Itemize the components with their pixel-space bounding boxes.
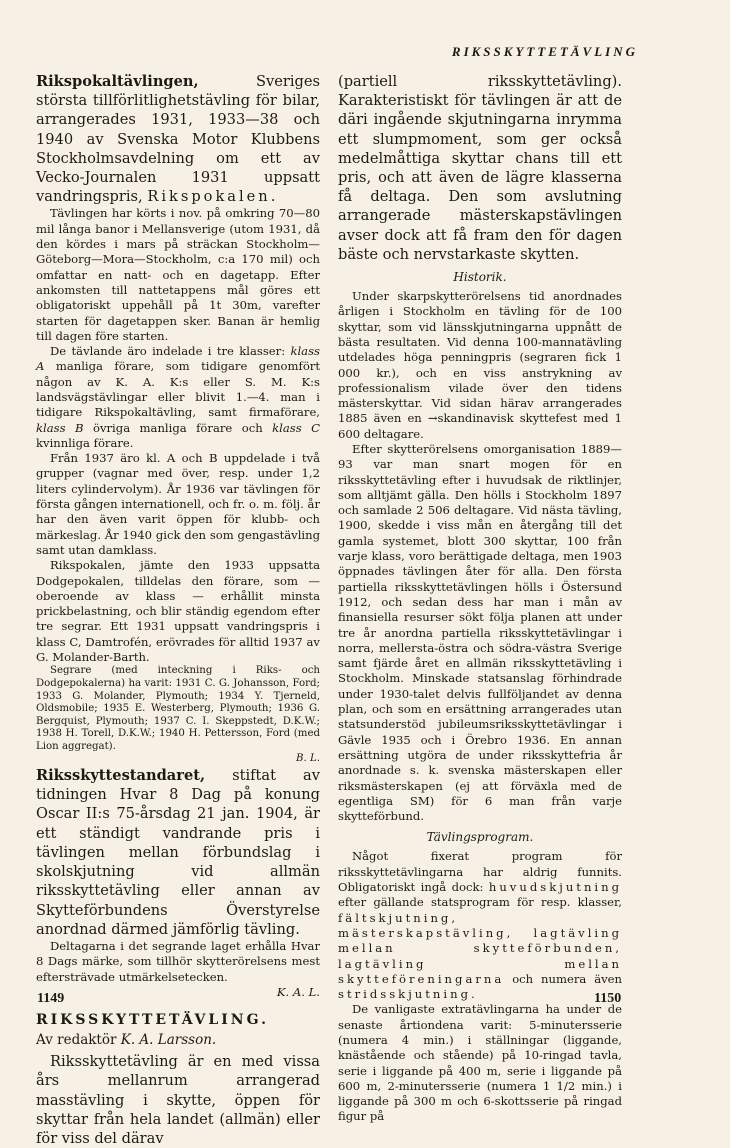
left-column — [36, 72, 320, 1148]
paragraph-classes: De tävlande äro indelade i tre klasser: klass A manliga förare, som tidigare genomfört någon av K. A. K:s eller S. M. K:s landsvägstävlingar eller blivit 1.—4. man i tidigare Rikspokaltävling, samt firmaförare, klass B övriga manliga förare och klass C kvinnliga förare. — [36, 344, 321, 450]
paragraph: Deltagarna i det segrande laget erhålla Hvar 8 Dags märke, som tillhör skytterörelsens mest eftersträvade utmärkelsetecken. K. A. L. — [36, 938, 320, 999]
page-number-left: 1149 — [37, 991, 65, 1006]
entry-riksskyttestandaret — [36, 766, 320, 939]
author-name: K. A. Larsson. — [120, 1032, 217, 1049]
class-b-term: klass B — [36, 420, 84, 435]
spaced-term: lagtävling mellan skytteförbunden, — [338, 925, 622, 956]
spaced-term: stridsskjutning. — [338, 987, 478, 1002]
running-head: RIKSSKYTTETÄVLING — [451, 44, 638, 59]
entry-term: Riksskyttestandaret, — [36, 767, 206, 785]
byline: Av redaktör K. A. Larsson. — [36, 1032, 217, 1049]
paragraph: Från 1937 äro kl. A och B uppdelade i två grupper (vagnar med över, resp. under 1,2 liters cylindervolym). År 1936 var tävlingen för första gången internationell, och fr. o. m. följ. år har den även varit öppen för klubb- och märkeslag. År 1940 gick den som gengastävling samt utan damklass. — [36, 451, 320, 557]
spaced-term: lagtävling mellan skytteföreningarna — [338, 956, 622, 986]
paragraph-program: Något fixerat program för riksskyttetävlingarna har aldrig funnits. Obligatoriskt ingå dock: huvudskjutning efter gällande statsprogram för resp. klasser, fältskjutning, mästerskapstävling, lagtävling mellan skytteförbunden, lagtävling mellan skytteföreningarna och numera även stridsskjutning. — [338, 849, 623, 1002]
spaced-term: huvudskjutning — [488, 880, 623, 895]
paragraph: Rikspokalen, jämte den 1933 uppsatta Dodgepokalen, tilldelas den förare, som — oberoende av klass — erhållit minsta prickbelastning, och blir ständig egendom efter tre segrar. Ett 1931 uppsatt vandringspris i klass C, Damtrofén, erövrades för alltid 1937 av G. Molander-Barth. — [36, 558, 320, 665]
entry-term: Rikspokaltävlingen, — [36, 73, 199, 90]
paragraph: De vanligaste extratävlingarna ha under de senaste årtiondena varit: 5-minutersserie (numera 4 min.) i ställningar (liggande, knästående och stående) på 10-ringad tavla, serie i liggande på 400 m, serie i liggande på 600 m, 2-minutersserie (numera 1 1/2 min.) i liggande på 300 m och 6-skottsserie på ringad figur på — [338, 1002, 622, 1124]
class-c-term: klass C — [272, 420, 321, 435]
paragraph: Tävlingen har körts i nov. på omkring 70—80 mil långa banor i Mellansverige (utom 1931, då den kördes i mars på sträckan Stockholm—Göteborg—Mora—Stockholm, c:a 170 mil) och omfattar en natt- och en dagetapp. Efter ankomsten till nattetappens mål göres ett obligatoriskt uppehåll på 1t 30m, varefter starten för dagetappen sker. Banan är hemlig till dagen före starten. — [36, 206, 320, 343]
author-signature: B. L. — [296, 753, 320, 765]
right-column — [338, 72, 622, 1125]
paragraph: Under skarpskytterörelsens tid anordnades årligen i Stockholm en tävling för de 100 skyttar, som vid länsskjutningarna uppnått de bästa resultaten. Vid denna 100-mannatävling utdelades höga penningpris (segraren fick 1 000 kr.), och en viss anstrykning av professionalism vilade över den tidens mästerskyttar. Vid sidan härav arrangerades 1885 även en →skandinavisk skyttefest med 1 600 deltagare. — [338, 289, 622, 441]
paragraph: Riksskyttetävling är en med vissa års mellanrum arrangerad masstävling i skytte, öppen för skyttar från hela landet (allmän) eller för viss del därav — [36, 1053, 320, 1147]
page-number-right: 1150 — [594, 991, 622, 1006]
entry-text: stiftat av tidningen Hvar 8 Dag på konung Oscar II:s 75-årsdag 21 jan. 1904, är ett ständigt vandrande pris i tävlingen mellan förbundslag i skolskjutning vid allmän riksskyttetävling eller annan av Skytteförbundens Överstyrelse anordnad därmed jämförlig tävling. — [36, 767, 320, 938]
article-heading: RIKSSKYTTETÄVLING. — [36, 1012, 269, 1029]
entry-text: Sveriges största tillförlitlighetstävling för bilar, arrangerades 1931, 1933—38 och 1940 av Svenska Motor Klubbens Stockholmsavdelning om ett av Vecko-Journalen 1931 uppsatt vandringspris, — [36, 73, 320, 206]
author-signature: K. A. L. — [276, 984, 320, 999]
class-a-term: klass A — [36, 344, 320, 374]
subheading-historik: Historik. — [453, 270, 507, 285]
winners-list: Segrare (med inteckning i Riks- och Dodgepokalerna) ha varit: 1931 C. G. Johansson, Ford; 1933 G. Molander, Plymouth; 1934 Y. Tjerneld, Oldsmobile; 1935 E. Westerberg, Plymouth; 1936 G. Bergquist, Plymouth; 1937 C. I. Skeppstedt, D.K.W.; 1938 H. Torell, D.K.W.; 1940 H. Pettersson, Ford (med Lion aggregat). B. L. — [36, 665, 320, 765]
spaced-term: fältskjutning, — [338, 910, 459, 925]
paragraph: Efter skytterörelsens omorganisation 1889—93 var man snart mogen för en riksskyttetävling efter i huvudsak de riktlinjer, som alltjämt gälla. Den hölls i Stockholm 1897 och samlade 2 506 deltagare. Vid nästa tävling, 1900, skedde i viss mån en återgång till det gamla systemet, blott 300 skyttar, 100 från varje klass, voro berättigade deltaga, men 1903 öppnades tävlingen åter för alla. Den första partiella riksskyttetävlingen hölls i Östersund 1912, och sedan dess har man i mån av finansiella resurser sökt följa planen att under tre år anordna partiella riksskyttetävlingar i norra, mellersta-östra och södra-västra Sverige samt fjärde året en allmän riksskyttetävling i Stockholm. Minskade statsanslag förhindrade under 1930-talet delvis fullföljandet av denna plan, och som en ersättning arrangerades utan statsunderstöd jubileumsriksskyttetävlingar i Gävle 1935 och i Örebro 1936. En annan ersättning utgöra de under riksskyttefria år anordnade s. k. svenska mästerskapen eller riksmästerskapen (ej att förväxla med de egentliga SM) för 6 man från varje skytteförbund. — [338, 442, 622, 824]
spaced-term: mästerskapstävling, — [338, 925, 514, 940]
subheading-tavlingsprogram: Tävlingsprogram. — [426, 830, 534, 845]
entry-rikspokaltavlingen — [36, 72, 320, 206]
spaced-word: Rikspokalen. — [147, 188, 279, 206]
paragraph: (partiell riksskyttetävling). Karakteristiskt för tävlingen är att de däri ingående skjutningarna inrymma ett slumpmoment, som ger också medelmåttiga skyttar chans till ett pris, och att även de lägre klasserna få deltaga. Den som avslutning arrangerade mästerskapstävlingen avser dock att få fram den för dagen bäste och nervstarkaste skytten. — [338, 73, 622, 263]
